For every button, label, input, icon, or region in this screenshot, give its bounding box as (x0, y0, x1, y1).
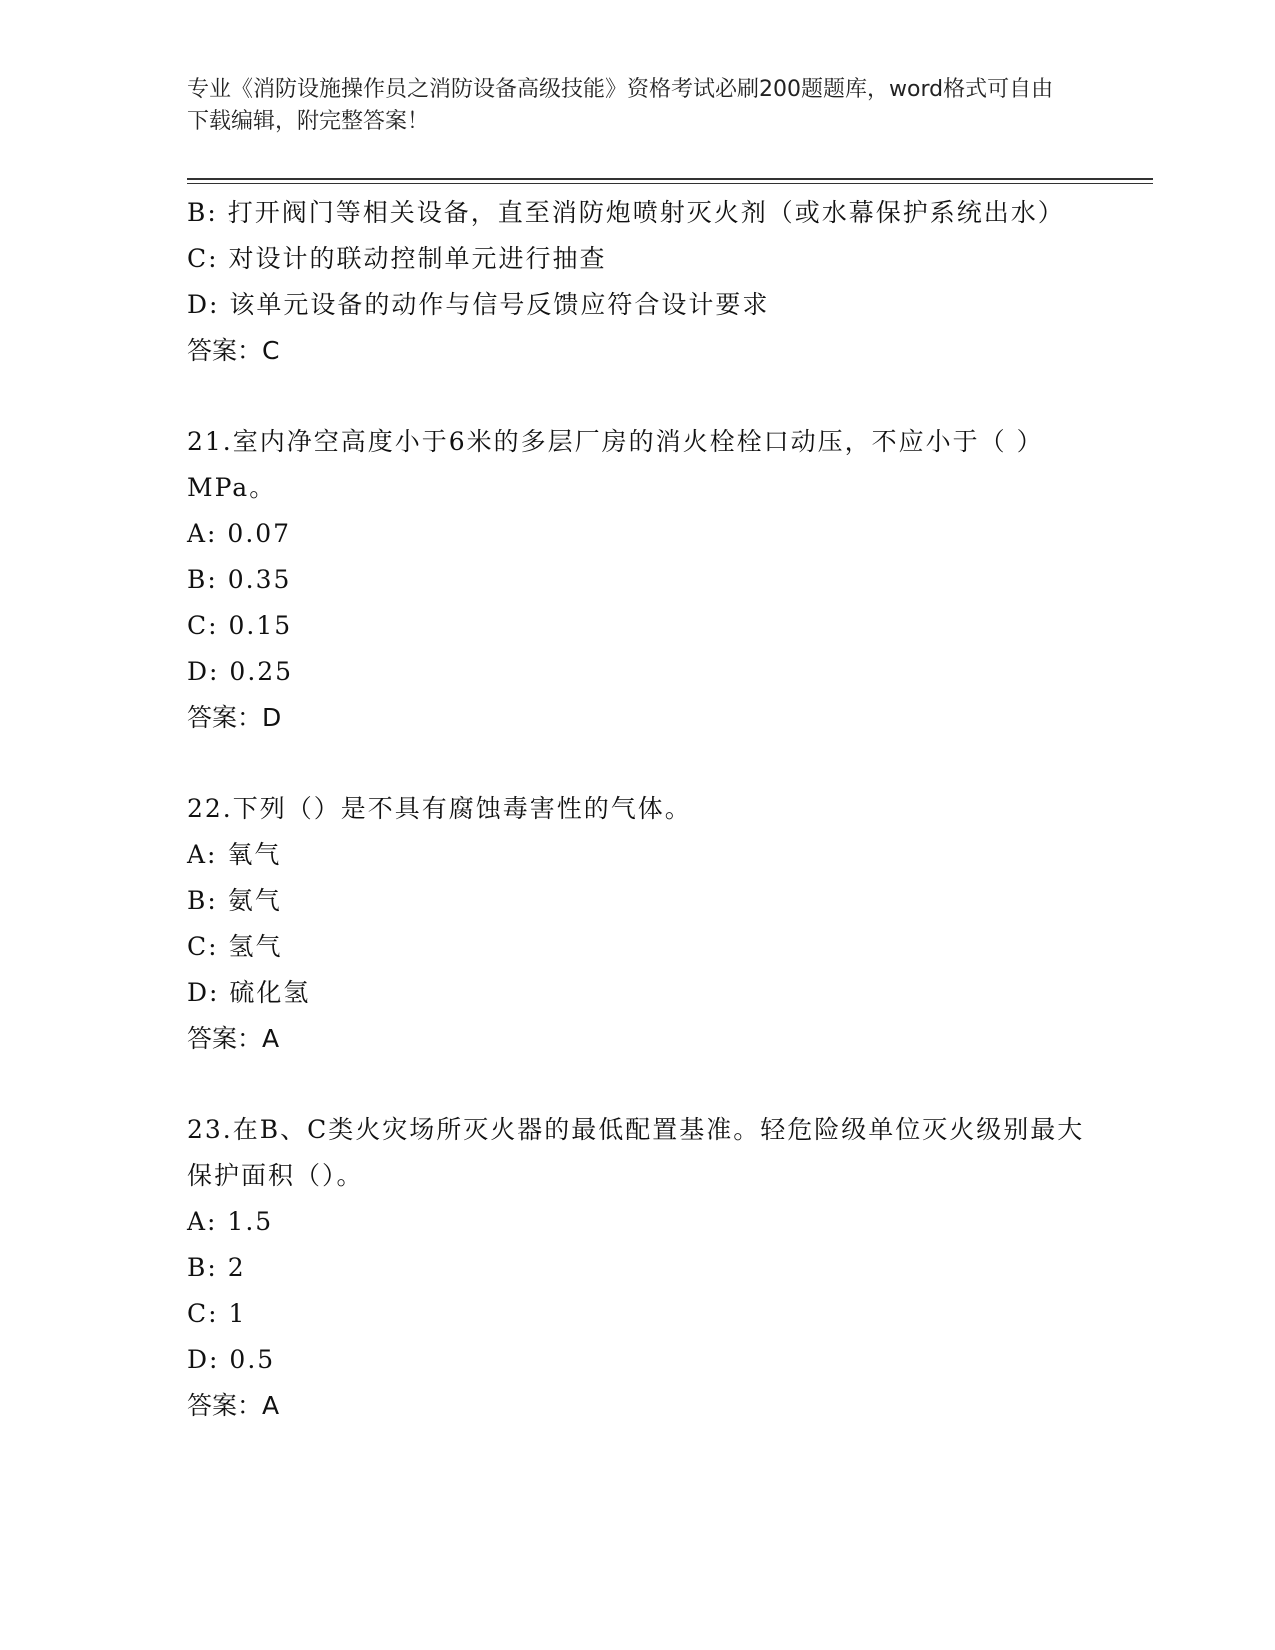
answer-line: 答案：D (187, 703, 282, 732)
option-a: A: 1.5 (187, 1207, 274, 1236)
option-c: C: 氢气 (187, 932, 283, 961)
header-divider-thin (187, 183, 1153, 184)
option-c: C: 0.15 (187, 611, 293, 640)
option-b: B: 氨气 (187, 886, 282, 915)
option-c: C: 对设计的联动控制单元进行抽查 (187, 244, 607, 273)
question-block-23 (187, 1107, 1087, 1429)
option-b: B: 0.35 (187, 565, 292, 594)
question-stem: 22.下列（）是不具有腐蚀毒害性的气体。 (187, 794, 692, 823)
question-stem: 21.室内净空高度小于6米的多层厂房的消火栓栓口动压，不应小于（ ）MPa。 (187, 427, 1044, 502)
question-block-22 (187, 786, 1087, 1062)
header-divider-thick (187, 178, 1153, 180)
question-content (187, 190, 1087, 1429)
option-a: A: 氧气 (187, 840, 282, 869)
document-header: 专业《消防设施操作员之消防设备高级技能》资格考试必刷200题题库，word格式可自由下载编辑，附完整答案！ (187, 77, 1054, 134)
option-d: D: 0.25 (187, 657, 294, 686)
option-d: D: 该单元设备的动作与信号反馈应符合设计要求 (187, 290, 770, 319)
question-block-partial (187, 190, 1087, 374)
question-block-21 (187, 419, 1087, 741)
option-b: B: 打开阀门等相关设备，直至消防炮喷射灭火剂（或水幕保护系统出水） (187, 198, 1065, 227)
answer-line: 答案：A (187, 1024, 280, 1053)
option-c: C: 1 (187, 1299, 247, 1328)
option-d: D: 0.5 (187, 1345, 276, 1374)
option-a: A: 0.07 (187, 519, 292, 548)
option-b: B: 2 (187, 1253, 246, 1282)
answer-line: 答案：C (187, 336, 280, 365)
option-d: D: 硫化氢 (187, 978, 311, 1007)
answer-line: 答案：A (187, 1391, 280, 1420)
question-stem: 23.在B、C类火灾场所灭火器的最低配置基准。轻危险级单位灭火级别最大保护面积（）。 (187, 1115, 1085, 1190)
